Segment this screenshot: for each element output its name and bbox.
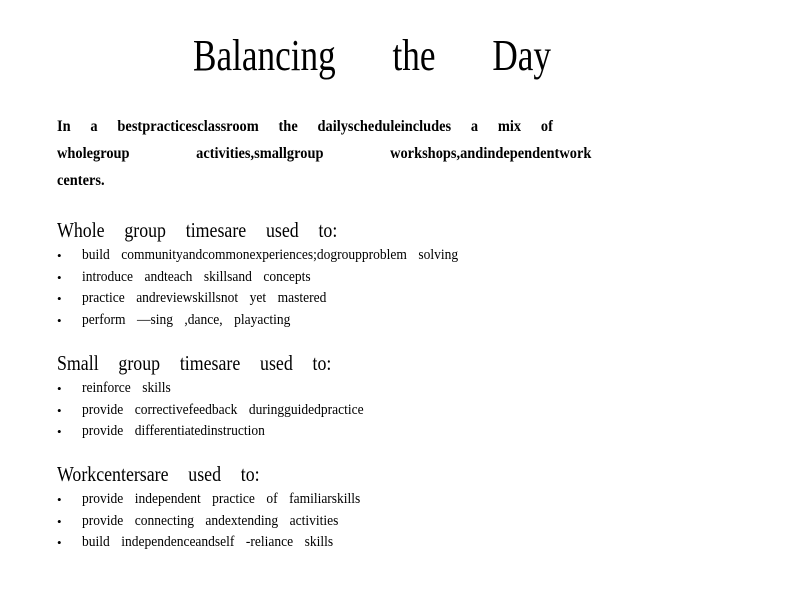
bullet-icon: •: [57, 291, 62, 306]
section-small-group: [57, 350, 757, 443]
section-heading: Whole group timesare used to:: [57, 218, 338, 242]
intro-line-2: wholegroup activities,smallgroup workshops,andindependentwork: [57, 145, 592, 162]
bullet-list: [57, 378, 757, 443]
list-item-text: provide independent practice of familiarskills: [82, 491, 361, 507]
section-heading: Small group timesare used to:: [57, 351, 332, 375]
bullet-icon: •: [57, 492, 62, 507]
list-item-text: perform —sing ,dance, playacting: [82, 311, 291, 328]
intro-line-3: centers.: [57, 172, 105, 189]
list-item: [57, 288, 757, 310]
list-item: [57, 310, 757, 332]
list-item-text: build independenceandself -reliance skills: [82, 534, 334, 550]
list-item-text: provide differentiatedinstruction: [82, 423, 265, 439]
intro-paragraph: [57, 113, 757, 194]
list-item: [57, 532, 757, 554]
list-item-text: practice andreviewskillsnot yet mastered: [82, 290, 327, 306]
list-item-text: provide correctivefeedback duringguidedpractice: [82, 401, 364, 418]
bullet-list: [57, 245, 757, 331]
section-heading: Workcentersare used to:: [57, 462, 260, 486]
bullet-icon: •: [57, 402, 62, 418]
bullet-icon: •: [57, 424, 62, 439]
list-item-text: provide connecting andextending activities: [82, 512, 339, 529]
list-item-text: reinforce skills: [82, 380, 171, 396]
section-whole-group: [57, 217, 757, 331]
list-item: [57, 421, 757, 443]
list-item: [57, 267, 757, 289]
list-item-text: introduce andteach skillsand concepts: [82, 268, 311, 285]
bullet-list: [57, 489, 757, 554]
list-item: [57, 489, 757, 511]
list-item: [57, 511, 757, 533]
page-title: Balancing the Day: [193, 31, 551, 80]
list-item-text: build communityandcommonexperiences;dogroupproblem solving: [82, 247, 459, 263]
bullet-icon: •: [57, 535, 62, 550]
intro-line-1: In a bestpracticesclassroom the dailyscheduleincludes a mix of: [57, 118, 553, 135]
bullet-icon: •: [57, 248, 62, 263]
bullet-icon: •: [57, 312, 62, 328]
bullet-icon: •: [57, 513, 62, 529]
section-work-centers: [57, 461, 757, 554]
bullet-icon: •: [57, 381, 62, 396]
list-item: [57, 400, 757, 422]
bullet-icon: •: [57, 269, 62, 285]
list-item: [57, 245, 757, 267]
list-item: [57, 378, 757, 400]
